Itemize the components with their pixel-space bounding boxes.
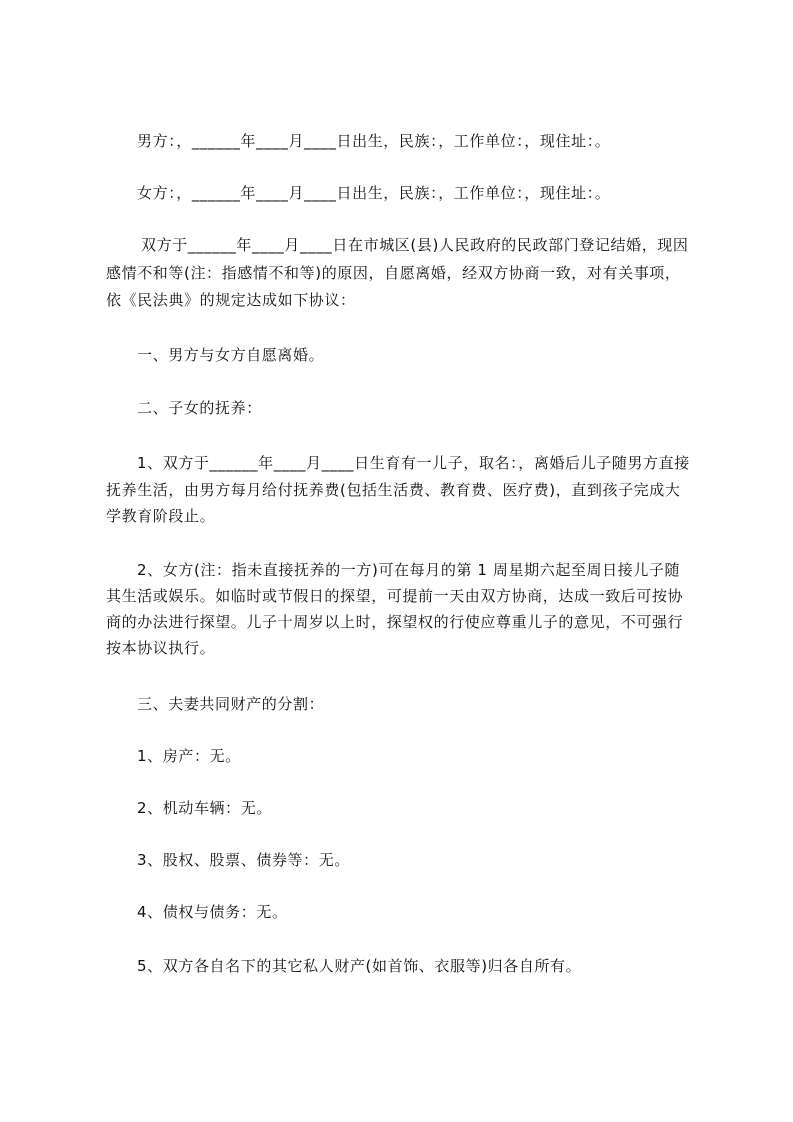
property-item: 3、股权、股票、债券等：无。 [137,851,350,869]
property-item: 4、债权与债务：无。 [137,903,288,921]
visitation-clause-line: 商的办法进行探望。儿子十周岁以上时，探望权的行使应尊重儿子的意见，不可强行 [106,613,684,631]
custody-clause-line: 抚养生活，由男方每月给付抚养费(包括生活费、教育费、医疗费)，直到孩子完成大 [106,481,681,499]
property-item: 1、房产：无。 [137,747,241,765]
section-heading: 一、男方与女方自愿离婚。 [137,346,325,364]
visitation-clause-line: 按本协议执行。 [106,639,216,657]
section-heading: 二、子女的抚养： [137,399,262,417]
male-party-info: 男方：，______年____月____日出生，民族：，工作单位：，现住址：。 [137,132,611,150]
property-item: 5、双方各自名下的其它私人财产(如首饰、衣服等)归各自所有。 [137,957,582,975]
custody-clause-line: 1、双方于______年____月____日生育有一儿子，取名：，离婚后儿子随男方直接 [137,454,690,472]
visitation-clause-line: 2、女方(注：指未直接抚养的一方)可在每月的第 1 周星期六起至周日接儿子随 [137,561,681,579]
property-item: 2、机动车辆：无。 [137,799,272,817]
preamble-line: 双方于______年____月____日在市城区(县)人民政府的民政部门登记结婚，现因 [141,236,689,254]
preamble-line: 感情不和等(注：指感情不和等)的原因，自愿离婚，经双方协商一致，对有关事项， [106,264,681,282]
section-heading: 三、夫妻共同财产的分割： [137,695,325,713]
female-party-info: 女方：，______年____月____日出生，民族：，工作单位：，现住址：。 [137,184,611,202]
custody-clause-line: 学教育阶段止。 [106,507,216,525]
visitation-clause-line: 其生活或娱乐。如临时或节假日的探望，可提前一天由双方协商，达成一致后可按协 [106,587,684,605]
preamble-line: 依《民法典》的规定达成如下协议： [106,291,356,309]
